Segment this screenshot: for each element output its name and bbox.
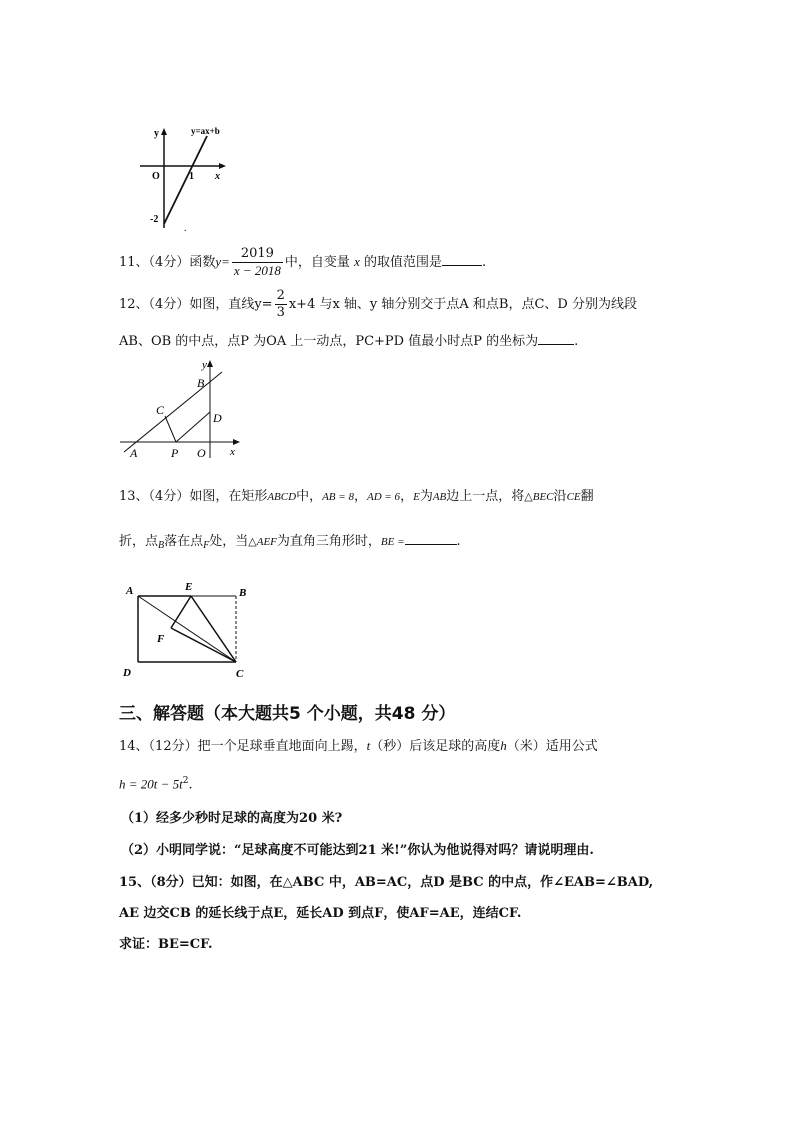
y-intercept-label: -2 (150, 214, 159, 225)
question-14-line1: 14、（12分）把一个足球垂直地面向上踢，t（秒）后该足球的高度h（米）适用公式 (119, 738, 598, 754)
question-14-part2: （2）小明同学说：“足球高度不可能达到21 米!”你认为他说得对吗？请说明理由. (121, 843, 594, 858)
question-15-line3: 求证：BE=CF. (119, 937, 213, 952)
x-axis-label: x (215, 171, 220, 182)
point-d-label: D (123, 667, 131, 679)
linear-function-graph (140, 124, 250, 234)
question-12-line2: AB、OB 的中点，点P 为OA 上一动点，PC+PD 值最小时点P 的坐标为 . (119, 334, 579, 349)
point-d-label: D (213, 411, 222, 425)
question-15-line2: AE 边交CB 的延长线于点E，延长AD 到点F，使AF=AE，连结CF. (119, 906, 522, 921)
line-point-figure (118, 360, 248, 460)
point-a-label: A (130, 446, 138, 460)
question-11: 11、（4分）函数y= $\frac{2019}{x - 2018}$ 中，自变量 x 的取值范围是 . (119, 246, 487, 278)
point-p-label: P (171, 446, 179, 460)
dot-mark: . (184, 223, 187, 234)
point-b-label: B (197, 376, 205, 390)
answer-blank-11 (442, 253, 482, 266)
fraction-2-3: $\frac{2}{3}$ (276, 288, 285, 320)
question-13-line1: 13、（4分）如图，在矩形ABCD中，AB = 8，AD = 6，E为AB边上一点，将△BEC沿CE翻 (119, 489, 594, 504)
answer-blank-12 (538, 332, 574, 345)
fraction-2019: $\frac{2019}{x - 2018}$ (233, 246, 281, 278)
section-heading: 三、解答题（本大题共5 个小题，共48 分） (119, 704, 456, 724)
rectangle-fold-figure (118, 576, 258, 682)
point-c-label: C (156, 403, 165, 417)
answer-blank-13 (405, 532, 457, 545)
point-a-label: A (126, 585, 134, 597)
origin-label: O (152, 171, 160, 182)
x-intercept-label: 1 (189, 171, 194, 182)
question-14-formula: $h = 20t - 5t^2$. (119, 776, 193, 793)
y-axis-label: y (154, 128, 159, 139)
question-13-line2: 折，点$_B$落在点$_F$处，当△AEF为直角三角形时，BE = . (119, 534, 461, 551)
point-e-label: E (185, 581, 193, 593)
y-axis-label: y (202, 360, 207, 371)
question-14-part1: （1）经多少秒时足球的高度为20 米? (121, 811, 343, 826)
x-axis-label: x (230, 446, 235, 458)
function-label: y=ax+b (191, 126, 220, 136)
point-f-label: F (157, 633, 165, 645)
point-b-label: B (239, 587, 247, 599)
point-c-label: C (236, 668, 244, 680)
question-12-line1: 12、（4分）如图，直线y= $\frac{2}{3}$ x+4 与x 轴、y 轴分别交于点A 和点B，点C、D 分别为线段 (119, 288, 637, 320)
origin-label: O (197, 446, 206, 460)
question-15-line1: 15、（8分）已知：如图，在△ABC 中，AB=AC，点D 是BC 的中点，作∠EAB=∠BAD, (119, 875, 654, 890)
